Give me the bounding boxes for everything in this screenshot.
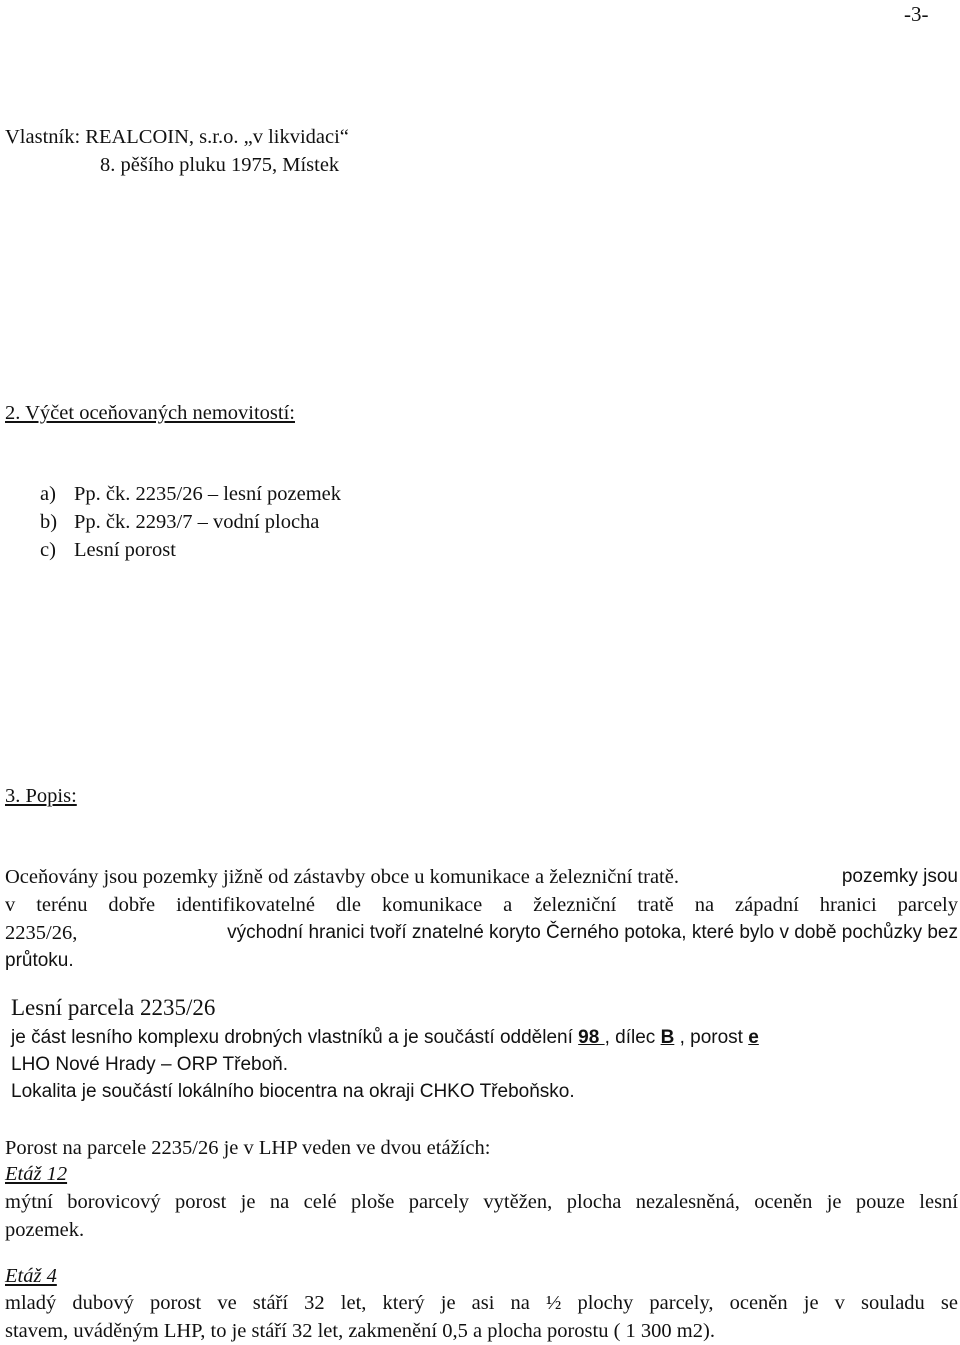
forest-parcel-title: Lesní parcela 2235/26 — [11, 995, 216, 1020]
forest-parcel-line-3: Lokalita je součástí lokálního biocentra na okraji CHKO Třeboňsko. — [11, 1081, 575, 1102]
etaz-4-line-1: mladý dubový porost ve stáří 32 let, který je asi na ½ plochy parcely, oceněn je v souladu se — [5, 1292, 958, 1314]
forest-line-1-mid2: , porost — [674, 1027, 749, 1048]
section-3-heading: 3. Popis: — [5, 785, 77, 807]
section-2-heading: 2. Výčet oceňovaných nemovitostí: — [5, 402, 295, 424]
list-item-a-marker: a) — [40, 483, 56, 505]
page-number: -3- — [904, 2, 929, 26]
forest-line-1-pre: je část lesního komplexu drobných vlastníků a je součástí oddělení — [11, 1027, 579, 1048]
porost-value: e — [748, 1027, 759, 1048]
stand-intro: Porost na parcele 2235/26 je v LHP veden ve dvou etážích: — [5, 1137, 491, 1159]
etaz-4-line-2: stavem, uváděným LHP, to je stáří 32 let, zakmenění 0,5 a plocha porostu ( 1 300 m2). — [5, 1320, 715, 1342]
description-line-3b: východní hranici tvoří znatelné koryto Černého potoka, které bylo v době pochůzky bez — [227, 922, 958, 943]
dilec-value: B — [660, 1027, 675, 1048]
forest-parcel-line-1 — [11, 1028, 759, 1047]
forest-parcel-line-2: LHO Nové Hrady – ORP Třeboň. — [11, 1054, 289, 1075]
list-item-a-text: Pp. čk. 2235/26 – lesní pozemek — [74, 483, 342, 505]
description-line-3a: 2235/26, — [5, 922, 78, 944]
description-line-1a: Oceňovány jsou pozemky jižně od zástavby obce u komunikace a železniční tratě. — [5, 866, 679, 888]
etaz-12-line-2: pozemek. — [5, 1219, 85, 1241]
oddeleni-value: 98 — [578, 1027, 605, 1048]
list-item-c-marker: c) — [40, 539, 56, 561]
etaz-12-title: Etáž 12 — [5, 1163, 68, 1185]
owner-line-1: Vlastník: REALCOIN, s.r.o. „v likvidaci“ — [5, 126, 349, 148]
description-line-1b: pozemky jsou — [841, 866, 958, 887]
etaz-12-line-1: mýtní borovicový porost je na celé ploše parcely vytěžen, plocha nezalesněná, oceněn je pouze lesní — [5, 1191, 958, 1213]
forest-line-1-mid1: , dílec — [604, 1027, 661, 1048]
description-line-4: průtoku. — [5, 950, 74, 971]
list-item-b-text: Pp. čk. 2293/7 – vodní plocha — [74, 511, 320, 533]
list-item-c-text: Lesní porost — [74, 539, 176, 561]
list-item-b-marker: b) — [40, 511, 58, 533]
etaz-4-title: Etáž 4 — [5, 1265, 57, 1287]
description-line-2: v terénu dobře identifikovatelné dle komunikace a železniční tratě na západní hranici parcely — [5, 894, 958, 916]
owner-line-2: 8. pěšího pluku 1975, Místek — [100, 154, 340, 176]
